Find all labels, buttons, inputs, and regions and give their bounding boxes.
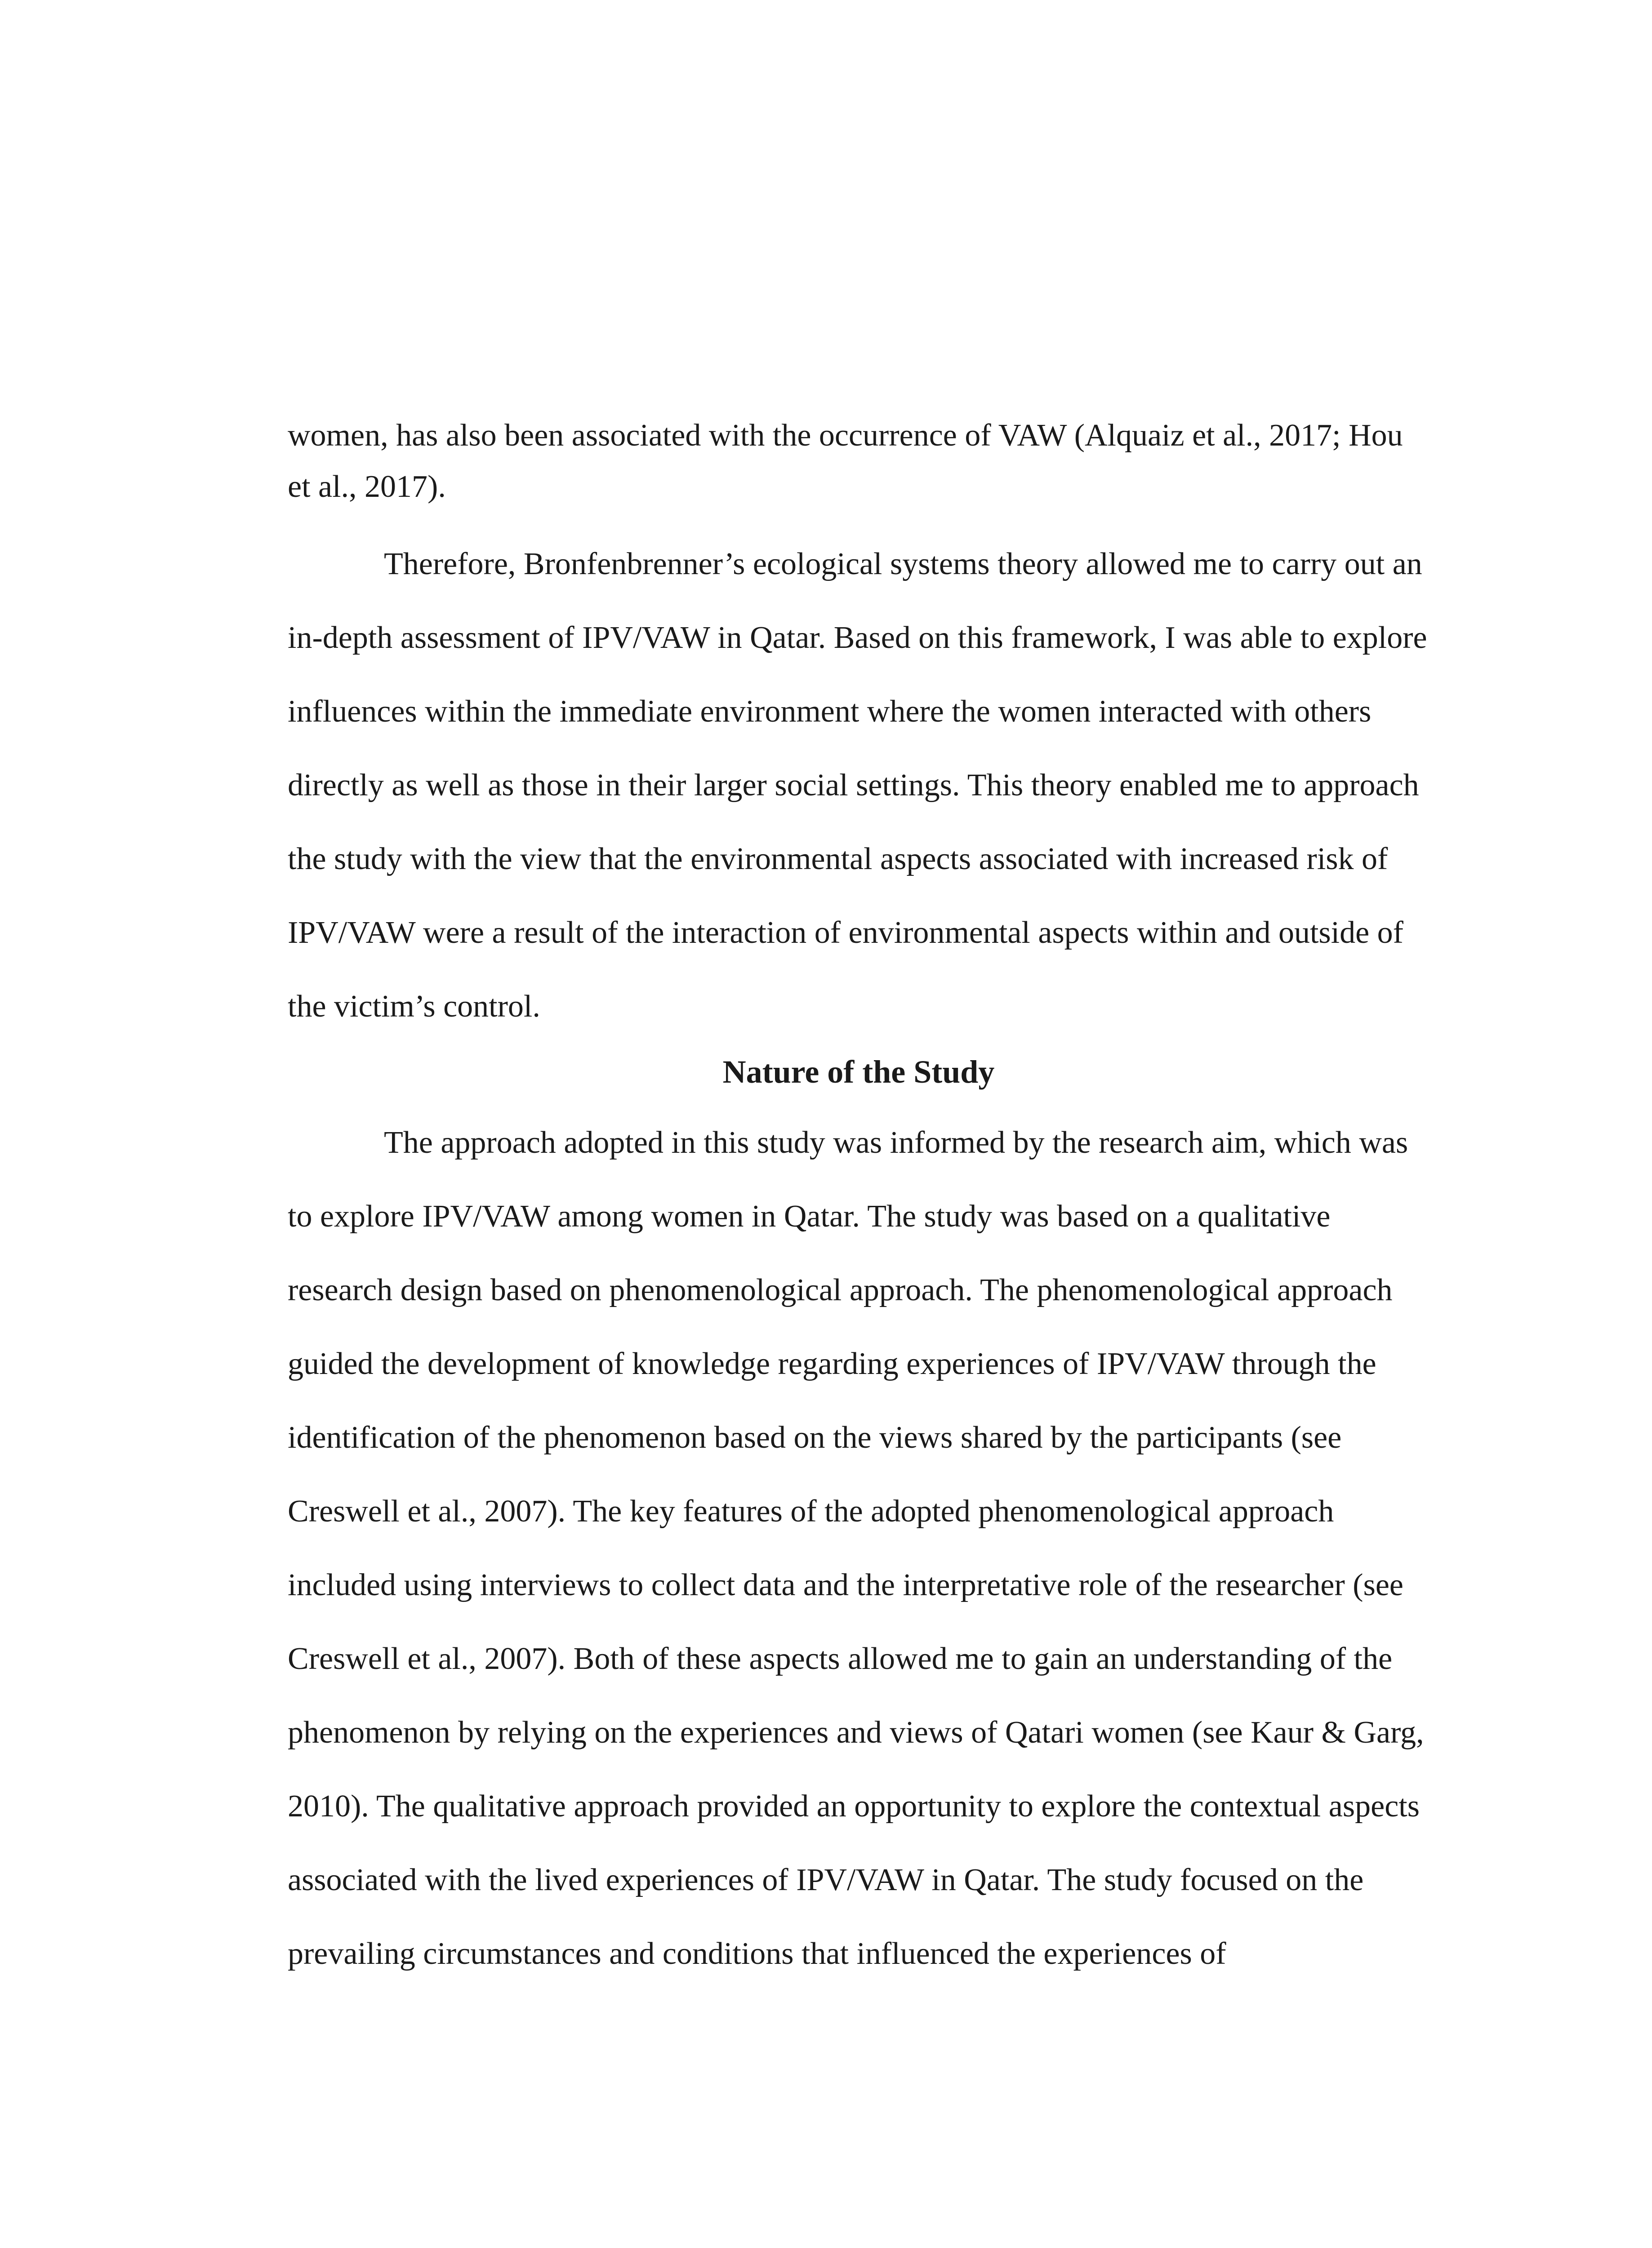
section-heading: Nature of the Study — [722, 1054, 995, 1090]
paragraph-nature-of-study: The approach adopted in this study was informed by the research aim, which was to explore IPV/VAW among women in Qatar. The study was based on a qualitative research design based on phenomenological approach. The phenomenological approach guided the development of knowledge regarding experiences of IPV/VAW through the identification of the phenomenon based on the views shared by the participants (see Creswell et al., 2007). The key features of the adopted phenomenological approach included using interviews to collect data and the interpretative role of the researcher (see Creswell et al., 2007). Both of these aspects allowed me to gain an understanding of the phenomenon by relying on the experiences and views of Qatari women (see Kaur & Garg, 2010). The qualitative approach provided an opportunity to explore the contextual aspects associated with the lived experiences of IPV/VAW in Qatar. The study focused on the prevailing circumstances and conditions that influenced the experiences of — [288, 1125, 1424, 1971]
continuation-text: women, has also been associated with the occurrence of VAW (Alquaiz et al., 2017; Hou et al., 2017). — [288, 418, 1403, 504]
paragraph-ecological-theory: Therefore, Bronfenbrenner’s ecological systems theory allowed me to carry out an in-depth assessment of IPV/VAW in Qatar. Based on this framework, I was able to explore influences within the immediate environment where the women interacted with others directly as well as those in their larger social settings. This theory enabled me to approach the study with the view that the environmental aspects associated with increased risk of IPV/VAW were a result of the interaction of environmental aspects within and outside of the victim’s control. — [288, 547, 1427, 1024]
